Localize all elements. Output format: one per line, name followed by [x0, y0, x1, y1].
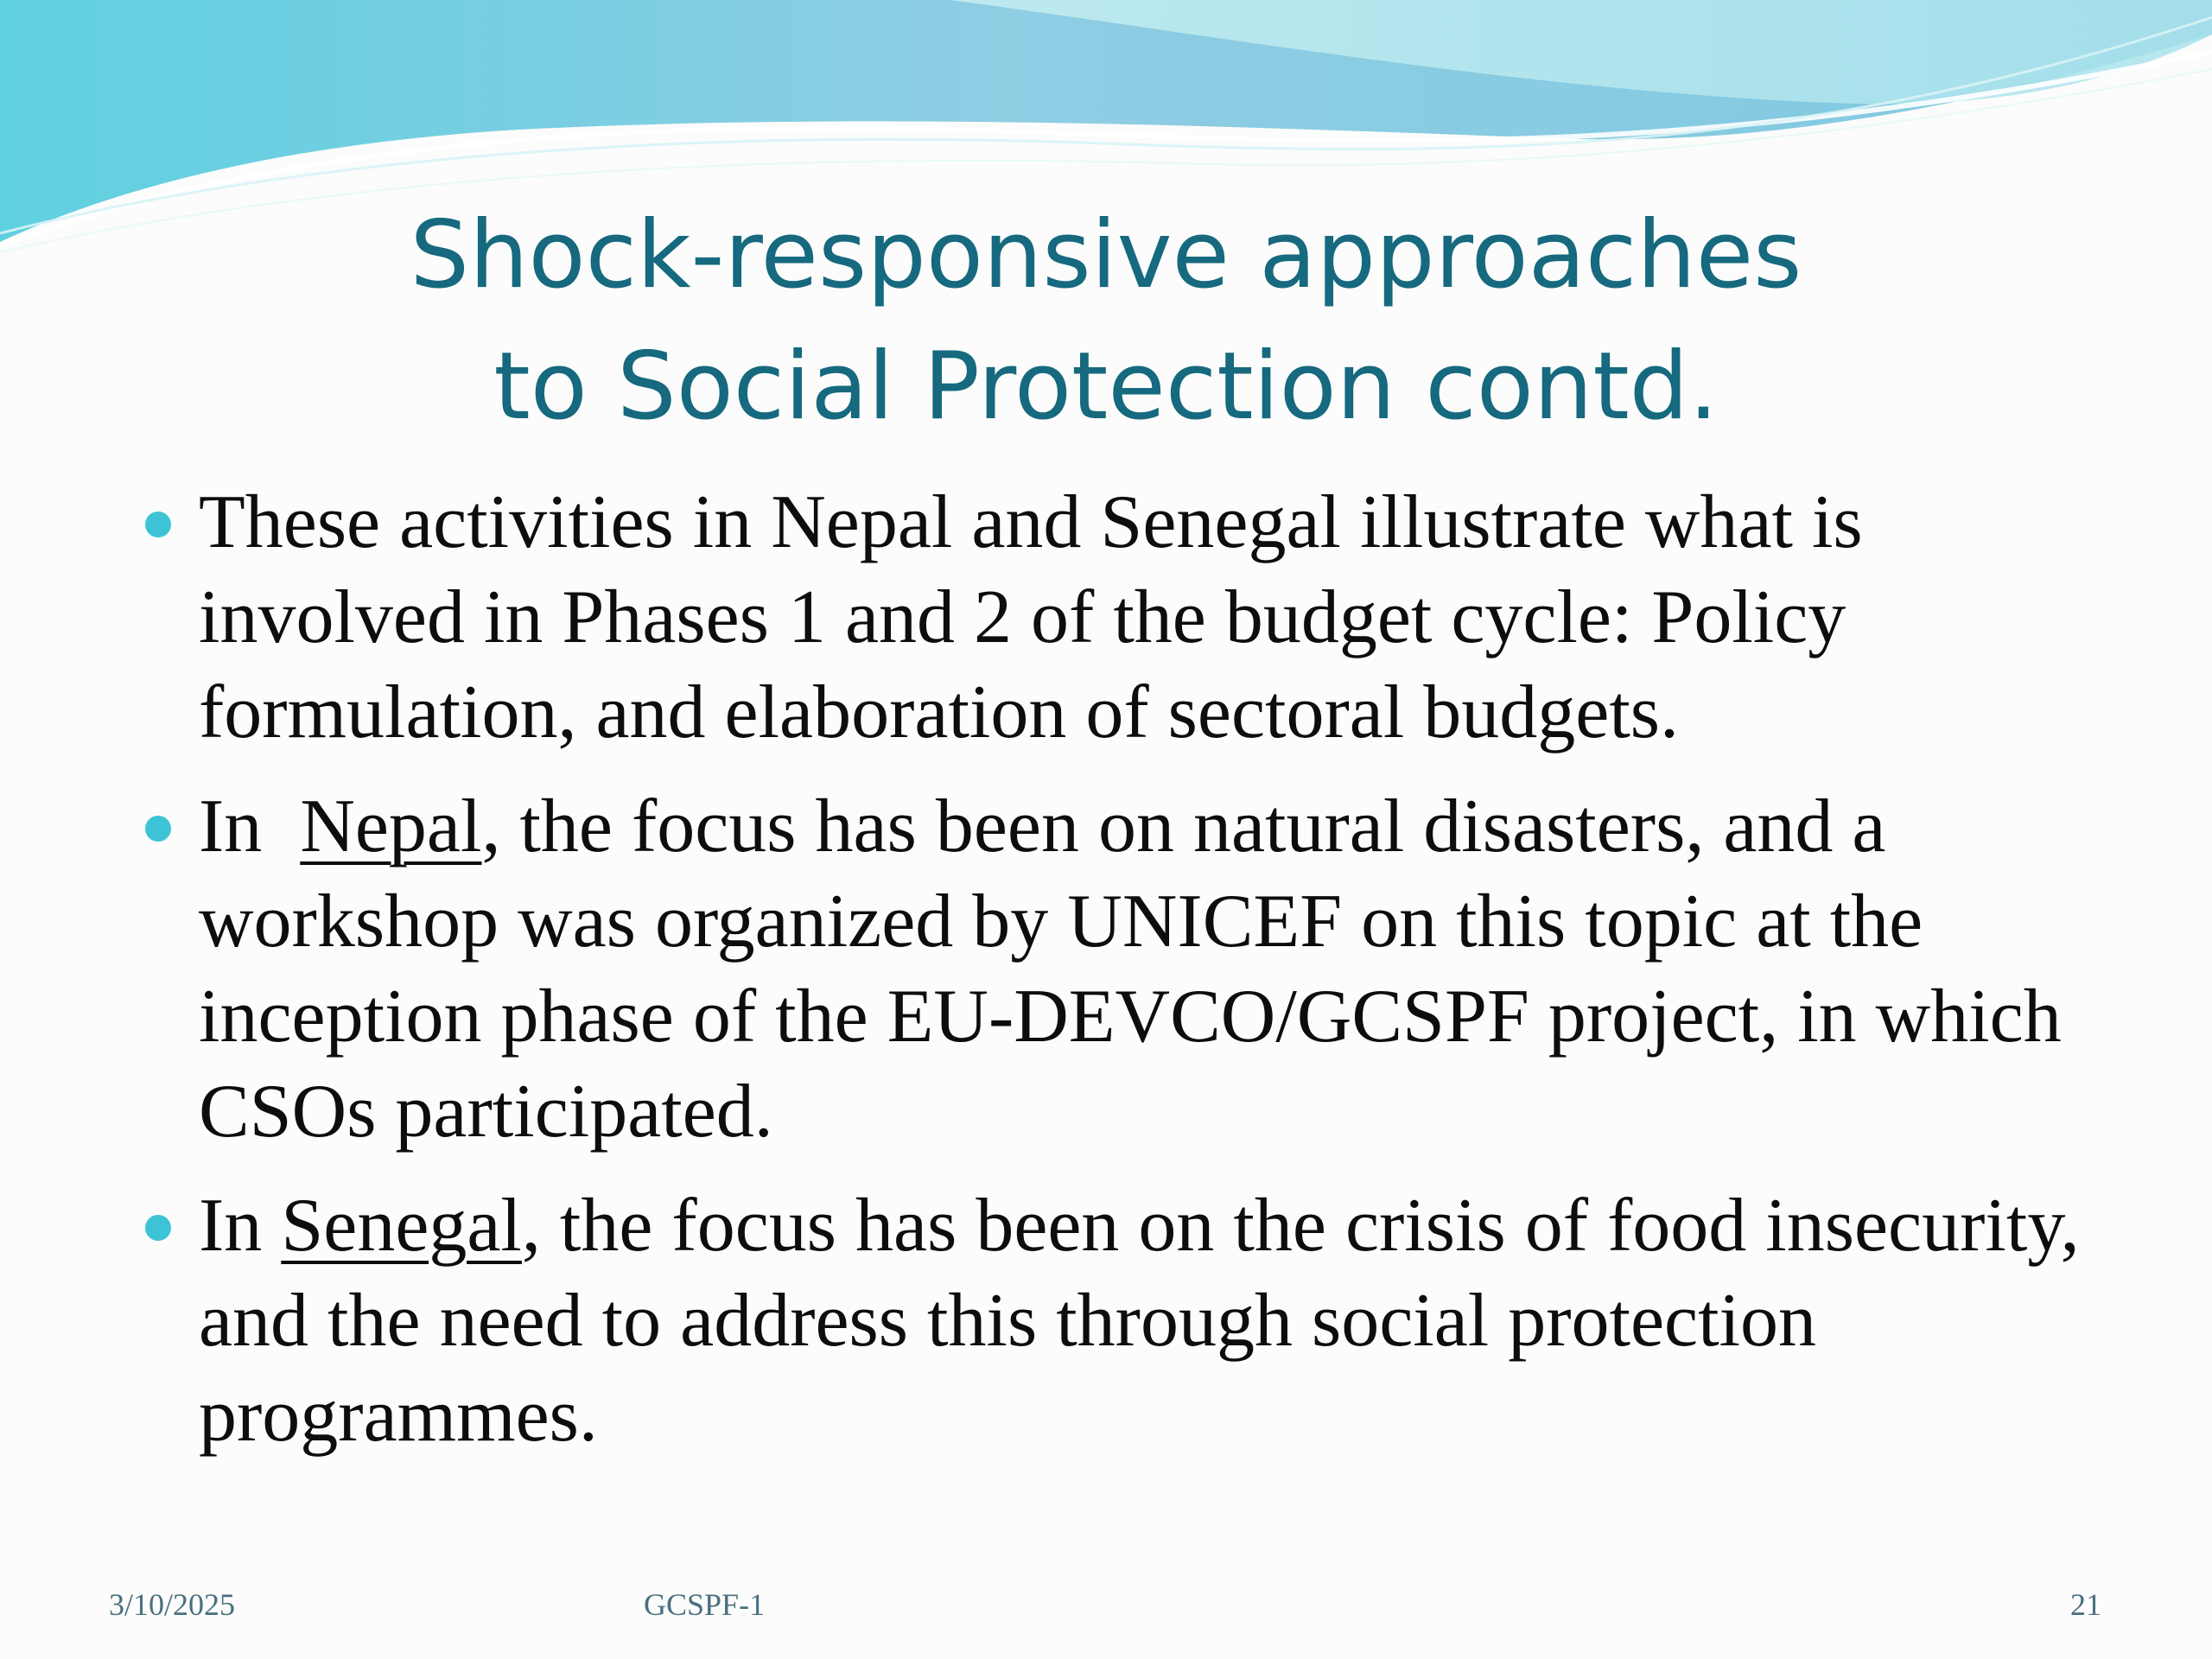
slide-title	[225, 190, 1987, 453]
title-line-1: Shock-responsive approaches	[410, 201, 1802, 309]
footer-date: 3/10/2025	[109, 1587, 236, 1622]
bullet-prefix: In	[199, 785, 301, 868]
bullet-country-nepal: Nepal	[300, 785, 482, 868]
bullet-item-3	[138, 1179, 2091, 1464]
bullet-dot-icon	[145, 512, 171, 537]
bullet-dot-icon	[145, 1215, 171, 1241]
bullet-country-senegal: Senegal	[281, 1184, 522, 1268]
bullet-item-2	[138, 779, 2091, 1160]
bullet-text: These activities in Nepal and Senegal illustrate what is involved in Phases 1 and 2 of the budget cycle: Policy formulation, and elaboration of sectoral budgets.	[199, 480, 1863, 754]
bullet-prefix: In	[199, 1184, 282, 1268]
bullet-item-1	[138, 475, 2091, 760]
slide-number: 21	[2070, 1587, 2101, 1622]
bullet-list	[138, 475, 2091, 1483]
bullet-text: , the focus has been on the crisis of food insecurity, and the need to address this through social protection programmes.	[199, 1184, 2080, 1458]
title-line-2: to Social Protection contd.	[493, 333, 1719, 441]
bullet-text: , the focus has been on natural disasters, and a workshop was organized by UNICEF on this topic at the inception phase of the EU-DEVCO/GCSPF project, in which CSOs participated.	[199, 785, 2062, 1154]
footer-label: GCSPF-1	[644, 1587, 766, 1622]
bullet-dot-icon	[145, 816, 171, 842]
